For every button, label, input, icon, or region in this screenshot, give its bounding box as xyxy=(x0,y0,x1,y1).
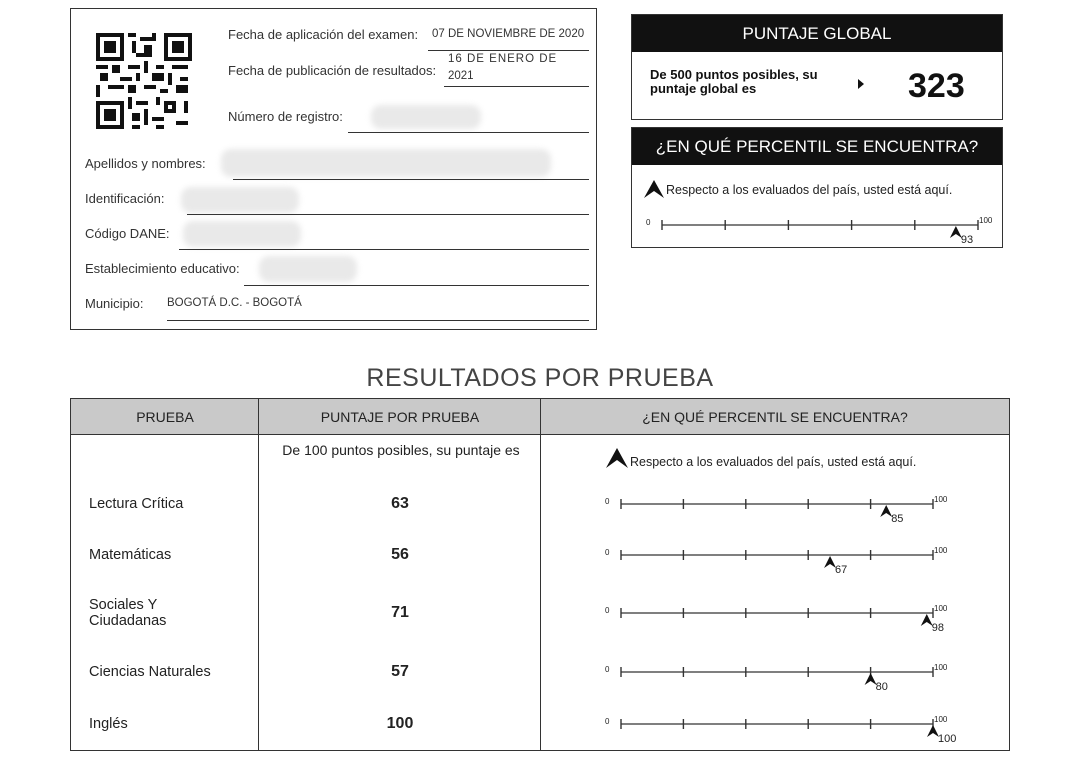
scale-svg xyxy=(632,208,1002,248)
fecha-aplicacion-label: Fecha de aplicación del examen: xyxy=(228,27,419,42)
row-name-line2: Ciudadanas xyxy=(89,613,167,629)
row-name xyxy=(89,496,183,512)
row-name-line1: Matemáticas xyxy=(89,547,172,563)
scale-max-label: 100 xyxy=(934,715,948,724)
scale-min-label: 0 xyxy=(605,717,610,726)
redacted-nombres xyxy=(221,149,551,177)
row-name-line1: Sociales Y xyxy=(89,597,158,613)
arrow-right-icon xyxy=(858,79,864,89)
fecha-publicacion-label: Fecha de publicación de resultados: xyxy=(228,63,437,78)
percentile-label: 67 xyxy=(835,564,848,576)
row-name xyxy=(89,716,128,732)
header-prueba: PRUEBA xyxy=(136,409,194,425)
row-score: 57 xyxy=(391,663,409,680)
results-table xyxy=(70,398,1010,751)
marker-arrow-icon xyxy=(606,448,628,468)
global-text-line1: De 500 puntos posibles, su xyxy=(650,67,818,82)
row-name xyxy=(89,664,211,680)
fecha-aplicacion-underline xyxy=(428,50,589,51)
global-score-panel xyxy=(631,14,1003,120)
global-score-value: 323 xyxy=(908,67,965,105)
row-name-line1: Ciencias Naturales xyxy=(89,664,211,680)
redacted-dane xyxy=(183,221,301,247)
percentile-label: 100 xyxy=(938,733,957,745)
nombres-label: Apellidos y nombres: xyxy=(85,156,206,171)
registro-label: Número de registro: xyxy=(228,109,343,124)
scale-svg xyxy=(541,538,1009,578)
global-percentile-panel xyxy=(631,127,1003,248)
global-percentile-header: ¿EN QUÉ PERCENTIL SE ENCUENTRA? xyxy=(632,128,1002,165)
percentile-label: 85 xyxy=(891,513,904,525)
dane-underline xyxy=(179,249,589,250)
fecha-publicacion-value-line2: 2021 xyxy=(448,70,474,82)
student-info-box xyxy=(70,8,597,330)
global-score-header: PUNTAJE GLOBAL xyxy=(632,15,1002,52)
row-percentile-scale xyxy=(541,707,1009,747)
scale-min-label: 0 xyxy=(646,218,651,227)
municipio-value: BOGOTÁ D.C. - BOGOTÁ xyxy=(167,297,302,309)
fecha-publicacion-underline xyxy=(444,86,589,87)
redacted-establecimiento xyxy=(259,256,357,282)
scale-svg xyxy=(541,487,1009,527)
redacted-identificacion xyxy=(181,187,299,213)
row-score: 71 xyxy=(391,604,409,621)
scale-max-label: 100 xyxy=(979,216,993,225)
row-name xyxy=(89,597,166,629)
percentile-label: 98 xyxy=(931,622,944,634)
scale-max-label: 100 xyxy=(934,495,948,504)
dane-label: Código DANE: xyxy=(85,226,170,241)
scale-min-label: 0 xyxy=(605,665,610,674)
score-subheader: De 100 puntos posibles, su puntaje es xyxy=(282,442,520,458)
marker-arrow-icon xyxy=(644,180,664,198)
row-name-line1: Lectura Crítica xyxy=(89,496,184,512)
municipio-label: Municipio: xyxy=(85,296,144,311)
identificacion-label: Identificación: xyxy=(85,191,165,206)
header-puntaje: PUNTAJE POR PRUEBA xyxy=(320,409,480,425)
row-score: 100 xyxy=(386,715,414,732)
qr-code-icon xyxy=(96,33,192,129)
global-text-line2: puntaje global es xyxy=(650,81,757,96)
scale-max-label: 100 xyxy=(934,663,948,672)
table-percentile-legend: Respecto a los evaluados del país, usted está aquí. xyxy=(630,455,917,469)
row-percentile-scale xyxy=(541,487,1009,527)
scale-min-label: 0 xyxy=(605,606,610,615)
column-divider xyxy=(258,399,259,750)
global-percentile-legend: Respecto a los evaluados del país, usted está aquí. xyxy=(666,183,953,197)
identificacion-underline xyxy=(187,214,589,215)
scale-min-label: 0 xyxy=(605,497,610,506)
row-percentile-scale xyxy=(541,538,1009,578)
scale-min-label: 0 xyxy=(605,548,610,557)
header-percentil: ¿EN QUÉ PERCENTIL SE ENCUENTRA? xyxy=(642,409,908,425)
percentile-label: 80 xyxy=(875,681,888,693)
establecimiento-label: Establecimiento educativo: xyxy=(85,261,240,276)
row-score: 63 xyxy=(391,495,409,512)
row-score: 56 xyxy=(391,546,409,563)
row-name xyxy=(89,547,171,563)
scale-max-label: 100 xyxy=(934,604,948,613)
redacted-registro xyxy=(371,105,481,129)
row-name-line1: Inglés xyxy=(89,716,128,732)
establecimiento-underline xyxy=(244,285,589,286)
scale-svg xyxy=(541,655,1009,695)
fecha-aplicacion-value: 07 DE NOVIEMBRE DE 2020 xyxy=(432,28,585,40)
row-percentile-scale xyxy=(541,596,1009,636)
municipio-underline xyxy=(167,320,589,321)
global-percentile-scale xyxy=(632,208,1002,248)
section-title: RESULTADOS POR PRUEBA xyxy=(366,364,714,392)
global-score-description xyxy=(650,68,818,96)
row-percentile-scale xyxy=(541,655,1009,695)
fecha-publicacion-value-line1: 16 DE ENERO DE xyxy=(448,53,558,65)
nombres-underline xyxy=(233,179,589,180)
percentile-label: 93 xyxy=(960,234,974,246)
registro-underline xyxy=(348,132,589,133)
scale-max-label: 100 xyxy=(934,546,948,555)
